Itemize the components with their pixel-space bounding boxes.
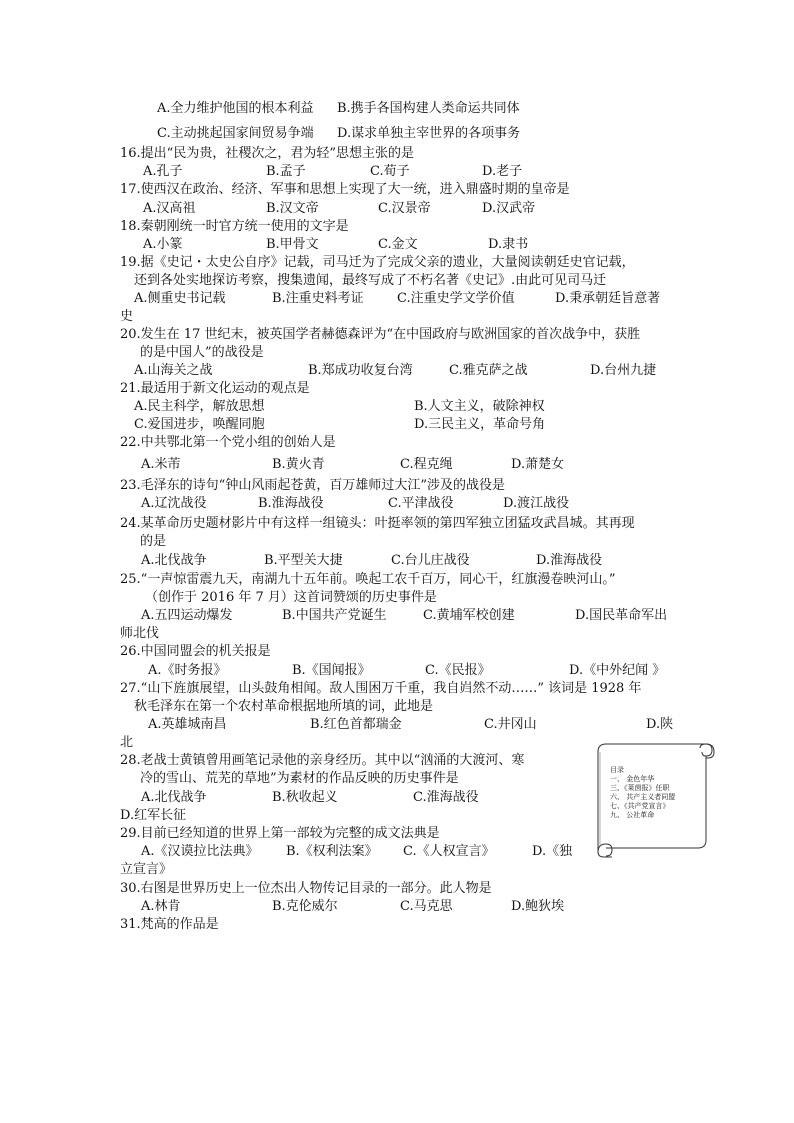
q25-option-a: A.五四运动爆发 [141, 608, 233, 623]
q25-stem-line1: 25.“一声惊雷震九天，南湖九十五年前。唤起工农千百万，同心干，红旗漫卷映河山。” [120, 572, 616, 587]
q26-stem: 26.中国同盟会的机关报是 [120, 644, 271, 659]
q16-option-a: A.孔子 [143, 164, 183, 179]
q18-option-a: A.小篆 [143, 237, 183, 252]
q15-option-a: A.全力维护他国的根本利益 [157, 101, 314, 116]
toc-item: 七、《共产党宣言》 [610, 802, 670, 810]
q25-option-d-cont: 师北伐 [120, 626, 160, 641]
q19-option-a: A.侧重史书记载 [134, 291, 226, 306]
q20-option-c: C.雅克萨之战 [449, 363, 528, 378]
q29-stem: 29.目前已经知道的世界上第一部较为完整的成文法典是 [120, 826, 440, 841]
q24-option-a: A.北伐战争 [141, 553, 207, 568]
q24-stem-line2: 的是 [140, 534, 167, 549]
q18-stem: 18.秦朝刚统一时官方统一使用的文字是 [120, 219, 349, 234]
q25-option-c: C.黄埔军校创建 [423, 608, 515, 623]
toc-item: 一、 金色年华 [610, 775, 655, 783]
q23-option-d: D.渡江战役 [503, 496, 570, 511]
q19-option-d-cont: 史 [120, 309, 134, 324]
q22-stem: 22.中共鄂北第一个党小组的创始人是 [120, 435, 336, 450]
q28-option-d: D.红军长征 [120, 808, 187, 823]
q26-option-d: D.《中外纪闻 》 [569, 663, 666, 678]
q15-option-b: B.携手各国构建人类命运共同体 [337, 101, 520, 116]
q29-option-a: A.《汉谟拉比法典》 [141, 844, 259, 859]
q27-option-a: A.英雄城南昌 [148, 717, 227, 732]
q19-stem-line1: 19.据《史记・太史公自序》记载，司马迁为了完成父亲的遗业，大量阅读朝廷史官记载， [120, 255, 635, 270]
q27-option-b: B.红色首都瑞金 [310, 717, 402, 732]
q18-option-c: C.金文 [378, 237, 418, 252]
q15-option-c: C.主动挑起国家间贸易争端 [157, 126, 314, 141]
q28-option-b: B.秋收起义 [272, 790, 338, 805]
q16-stem: 16.提出“民为贵，社稷次之，君为轻”思想主张的是 [120, 146, 414, 161]
q25-option-b: B.中国共产党诞生 [282, 608, 387, 623]
q25-stem-line2: （创作于 2016 年 7 月）这首词赞颂的历史事件是 [145, 590, 437, 605]
q20-stem-line1: 20.发生在 17 世纪末，被英国学者赫德森评为“在中国政府与欧洲国家的首次战争中，获胜 [120, 327, 641, 342]
q24-option-c: C.台儿庄战役 [391, 553, 470, 568]
q18-option-b: B.甲骨文 [266, 237, 319, 252]
q30-option-c: C.马克思 [400, 899, 453, 914]
q19-option-c: C.注重史学文学价值 [397, 291, 515, 306]
q30-option-d: D.鲍狄埃 [511, 899, 565, 914]
q21-option-d: D.三民主义，革命号角 [414, 417, 546, 432]
q16-option-b: B.孟子 [266, 164, 306, 179]
q15-option-d: D.谋求单独主宰世界的各项事务 [337, 126, 521, 141]
q29-option-d-cont: 立宣言》 [120, 862, 173, 877]
q22-option-a: A.米芾 [141, 457, 181, 472]
q31-stem: 31.梵高的作品是 [120, 917, 219, 932]
q17-option-a: A.汉高祖 [143, 201, 196, 216]
q26-option-a: A.《时务报》 [148, 663, 227, 678]
q20-option-d: D.台州九捷 [590, 363, 657, 378]
q22-option-d: D.萧楚女 [511, 457, 565, 472]
q17-option-d: D.汉武帝 [482, 201, 536, 216]
q17-option-b: B.汉文帝 [266, 201, 319, 216]
q27-option-d: D.陕 [646, 717, 674, 732]
q28-option-a: A.北伐战争 [141, 790, 207, 805]
q16-option-d: D.老子 [482, 164, 523, 179]
q27-option-c: C.井冈山 [484, 717, 537, 732]
q27-stem-line2: 秋毛泽东在第一个农村革命根据地所填的词，此地是 [134, 699, 434, 714]
q20-stem-line2: 的是中国人”的战役是 [140, 345, 264, 360]
q27-option-d-cont: 北 [120, 735, 134, 750]
q21-option-b: B.人文主义，破除神权 [414, 399, 545, 414]
q22-option-b: B.黄火青 [272, 457, 325, 472]
q19-option-b: B.注重史料考证 [272, 291, 364, 306]
q28-stem-line1: 28.老战士黄镇曾用画笔记录他的亲身经历。其中以“汹涌的大渡河、寒 [120, 753, 525, 768]
toc-list [610, 766, 675, 820]
q19-option-d: D.秉承朝廷旨意著 [555, 291, 661, 306]
toc-item: 六、 共产主义者同盟 [610, 793, 676, 801]
q30-stem: 30.右图是世界历史上一位杰出人物传记目录的一部分。此人物是 [120, 881, 492, 896]
q19-stem-line2: 还到各处实地探访考察，搜集遗闻，最终写成了不朽名著《史记》.由此可见司马迁 [134, 273, 607, 288]
q22-option-c: C.程克绳 [400, 457, 453, 472]
q18-option-d: D.隶书 [488, 237, 529, 252]
q30-option-b: B.克伦威尔 [272, 899, 338, 914]
q29-option-b: B.《权利法案》 [286, 844, 378, 859]
q25-option-d: D.国民革命军出 [575, 608, 668, 623]
q21-stem: 21.最适用于新文化运动的观点是 [120, 381, 310, 396]
toc-title: 目录 [610, 766, 624, 774]
q28-stem-line2: 冷的雪山、荒芜的草地”为素材的作品反映的历史事件是 [140, 771, 459, 786]
q26-option-c: C.《民报》 [425, 663, 491, 678]
q29-option-c: C.《人权宣言》 [403, 844, 495, 859]
q28-option-c: C.淮海战役 [413, 790, 479, 805]
q24-option-d: D.淮海战役 [536, 553, 603, 568]
q24-stem-line1: 24.某革命历史题材影片中有这样一组镜头：叶挺率领的第四军独立团猛攻武昌城。其再现 [120, 516, 635, 531]
q30-option-a: A.林肯 [141, 899, 181, 914]
biography-toc-scroll [590, 740, 716, 860]
q23-option-a: A.辽沈战役 [141, 496, 207, 511]
q17-stem: 17.使西汉在政治、经济、军事和思想上实现了大一统，进入鼎盛时期的皇帝是 [120, 182, 570, 197]
q21-option-a: A.民主科学，解放思想 [134, 399, 265, 414]
q23-option-c: C.平津战役 [388, 496, 454, 511]
q24-option-b: B.平型关大捷 [264, 553, 343, 568]
toc-item: 九、 公社革命 [610, 811, 655, 819]
q29-option-d: D.《独 [532, 844, 573, 859]
q21-option-c: C.爱国进步，唤醒同胞 [134, 417, 265, 432]
q26-option-b: B.《国闻报》 [292, 663, 371, 678]
q27-stem-line1: 27.“山下旌旗展望，山头鼓角相闻。敌人围困万千重，我自岿然不动……” 该词是 1928 年 [120, 681, 642, 696]
q17-option-c: C.汉景帝 [378, 201, 431, 216]
q23-option-b: B.淮海战役 [258, 496, 324, 511]
q23-stem: 23.毛泽东的诗句“钟山风雨起苍黄，百万雄师过大江”涉及的战役是 [120, 478, 505, 493]
q20-option-b: B.郑成功收复台湾 [308, 363, 413, 378]
q20-option-a: A.山海关之战 [134, 363, 213, 378]
toc-item: 三、《莱茵报》任职 [610, 784, 670, 792]
q16-option-c: C.荀子 [370, 164, 410, 179]
